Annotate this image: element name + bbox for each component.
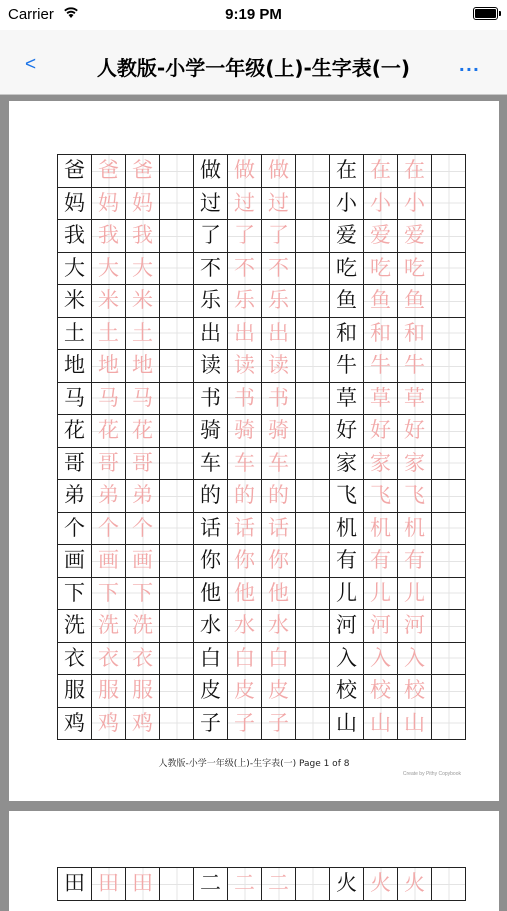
grid-row (58, 480, 466, 513)
model-character: 了 (194, 220, 228, 253)
practice-cell (296, 415, 330, 448)
practice-cell (160, 317, 194, 350)
practice-cell (432, 220, 466, 253)
trace-character: 爱 (364, 220, 398, 253)
practice-cell (432, 285, 466, 318)
trace-character: 皮 (228, 675, 262, 708)
model-character: 草 (330, 382, 364, 415)
copybook-page-2[interactable] (9, 811, 499, 911)
trace-character: 下 (126, 577, 160, 610)
practice-cell (160, 642, 194, 675)
trace-character: 山 (364, 707, 398, 740)
trace-character: 鸡 (126, 707, 160, 740)
model-character: 校 (330, 675, 364, 708)
model-character: 爸 (58, 155, 92, 188)
model-character: 下 (58, 577, 92, 610)
practice-cell (296, 155, 330, 188)
status-bar (0, 0, 507, 30)
trace-character: 白 (262, 642, 296, 675)
model-character: 家 (330, 447, 364, 480)
trace-character: 二 (228, 868, 262, 901)
model-character: 子 (194, 707, 228, 740)
practice-cell (160, 545, 194, 578)
practice-cell (296, 707, 330, 740)
practice-cell (160, 868, 194, 901)
practice-cell (296, 447, 330, 480)
model-character: 画 (58, 545, 92, 578)
practice-cell (432, 512, 466, 545)
grid-row (58, 285, 466, 318)
trace-character: 田 (92, 868, 126, 901)
trace-character: 地 (126, 350, 160, 383)
model-character: 火 (330, 868, 364, 901)
model-character: 你 (194, 545, 228, 578)
trace-character: 的 (228, 480, 262, 513)
carrier-label: Carrier (8, 6, 54, 23)
trace-character: 画 (126, 545, 160, 578)
practice-cell (160, 155, 194, 188)
trace-character: 话 (262, 512, 296, 545)
practice-cell (160, 675, 194, 708)
practice-cell (296, 642, 330, 675)
copybook-page-1[interactable] (9, 101, 499, 801)
trace-character: 有 (398, 545, 432, 578)
practice-cell (432, 577, 466, 610)
model-character: 做 (194, 155, 228, 188)
model-character: 在 (330, 155, 364, 188)
trace-character: 话 (228, 512, 262, 545)
trace-character: 洗 (126, 610, 160, 643)
model-character: 牛 (330, 350, 364, 383)
model-character: 洗 (58, 610, 92, 643)
character-grid (57, 867, 466, 901)
practice-cell (432, 868, 466, 901)
trace-character: 草 (364, 382, 398, 415)
practice-cell (432, 155, 466, 188)
practice-cell (296, 577, 330, 610)
model-character: 马 (58, 382, 92, 415)
trace-character: 我 (92, 220, 126, 253)
trace-character: 弟 (126, 480, 160, 513)
model-character: 出 (194, 317, 228, 350)
model-character: 乐 (194, 285, 228, 318)
trace-character: 家 (398, 447, 432, 480)
grid-row (58, 220, 466, 253)
model-character: 过 (194, 187, 228, 220)
trace-character: 入 (398, 642, 432, 675)
trace-character: 飞 (364, 480, 398, 513)
model-character: 妈 (58, 187, 92, 220)
trace-character: 河 (398, 610, 432, 643)
grid-row (58, 707, 466, 740)
trace-character: 了 (262, 220, 296, 253)
practice-cell (432, 447, 466, 480)
trace-character: 牛 (398, 350, 432, 383)
model-character: 土 (58, 317, 92, 350)
trace-character: 车 (262, 447, 296, 480)
model-character: 的 (194, 480, 228, 513)
trace-character: 读 (262, 350, 296, 383)
trace-character: 大 (92, 252, 126, 285)
trace-character: 飞 (398, 480, 432, 513)
model-character: 不 (194, 252, 228, 285)
trace-character: 入 (364, 642, 398, 675)
model-character: 有 (330, 545, 364, 578)
practice-cell (160, 480, 194, 513)
trace-character: 米 (126, 285, 160, 318)
practice-cell (160, 187, 194, 220)
trace-character: 爱 (398, 220, 432, 253)
practice-cell (432, 675, 466, 708)
grid-row (58, 382, 466, 415)
model-character: 田 (58, 868, 92, 901)
practice-cell (160, 512, 194, 545)
model-character: 个 (58, 512, 92, 545)
grid-row (58, 577, 466, 610)
model-character: 山 (330, 707, 364, 740)
grid-row (58, 155, 466, 188)
practice-cell (160, 252, 194, 285)
grid-row (58, 187, 466, 220)
trace-character: 子 (262, 707, 296, 740)
grid-row (58, 317, 466, 350)
trace-character: 米 (92, 285, 126, 318)
model-character: 白 (194, 642, 228, 675)
trace-character: 书 (262, 382, 296, 415)
practice-cell (432, 480, 466, 513)
trace-character: 弟 (92, 480, 126, 513)
model-character: 米 (58, 285, 92, 318)
trace-character: 皮 (262, 675, 296, 708)
practice-cell (296, 317, 330, 350)
trace-character: 校 (364, 675, 398, 708)
navigation-bar (0, 30, 507, 95)
trace-character: 你 (228, 545, 262, 578)
practice-cell (160, 285, 194, 318)
page-title: 人教版-小学一年级(上)-生字表(一) (96, 56, 411, 80)
trace-character: 在 (364, 155, 398, 188)
practice-cell (432, 545, 466, 578)
trace-character: 个 (126, 512, 160, 545)
model-character: 书 (194, 382, 228, 415)
trace-character: 了 (228, 220, 262, 253)
trace-character: 哥 (126, 447, 160, 480)
practice-cell (296, 187, 330, 220)
trace-character: 妈 (92, 187, 126, 220)
practice-cell (296, 545, 330, 578)
trace-character: 好 (398, 415, 432, 448)
trace-character: 哥 (92, 447, 126, 480)
grid-row (58, 415, 466, 448)
trace-character: 吃 (398, 252, 432, 285)
trace-character: 地 (92, 350, 126, 383)
trace-character: 我 (126, 220, 160, 253)
practice-cell (160, 220, 194, 253)
trace-character: 田 (126, 868, 160, 901)
model-character: 好 (330, 415, 364, 448)
trace-character: 水 (228, 610, 262, 643)
trace-character: 乐 (228, 285, 262, 318)
practice-cell (160, 610, 194, 643)
trace-character: 过 (228, 187, 262, 220)
trace-character: 妈 (126, 187, 160, 220)
trace-character: 山 (398, 707, 432, 740)
trace-character: 和 (364, 317, 398, 350)
practice-cell (160, 350, 194, 383)
model-character: 和 (330, 317, 364, 350)
model-character: 哥 (58, 447, 92, 480)
trace-character: 小 (364, 187, 398, 220)
trace-character: 不 (262, 252, 296, 285)
trace-character: 机 (364, 512, 398, 545)
trace-character: 服 (92, 675, 126, 708)
practice-cell (296, 350, 330, 383)
grid-row (58, 675, 466, 708)
clock: 9:19 PM (225, 6, 282, 23)
trace-character: 火 (364, 868, 398, 901)
battery-icon (473, 7, 498, 20)
trace-character: 车 (228, 447, 262, 480)
trace-character: 读 (228, 350, 262, 383)
practice-cell (296, 285, 330, 318)
practice-cell (296, 610, 330, 643)
grid-row (58, 642, 466, 675)
grid-row (58, 868, 466, 901)
trace-character: 鱼 (364, 285, 398, 318)
model-character: 河 (330, 610, 364, 643)
practice-cell (160, 707, 194, 740)
practice-cell (160, 415, 194, 448)
practice-cell (432, 382, 466, 415)
trace-character: 你 (262, 545, 296, 578)
trace-character: 出 (228, 317, 262, 350)
trace-character: 爸 (92, 155, 126, 188)
trace-character: 骑 (228, 415, 262, 448)
trace-character: 不 (228, 252, 262, 285)
trace-character: 火 (398, 868, 432, 901)
grid-row (58, 252, 466, 285)
model-character: 鸡 (58, 707, 92, 740)
trace-character: 儿 (398, 577, 432, 610)
practice-cell (296, 868, 330, 901)
practice-cell (432, 317, 466, 350)
model-character: 地 (58, 350, 92, 383)
trace-character: 洗 (92, 610, 126, 643)
trace-character: 草 (398, 382, 432, 415)
practice-cell (432, 187, 466, 220)
model-character: 鱼 (330, 285, 364, 318)
practice-cell (160, 577, 194, 610)
model-character: 服 (58, 675, 92, 708)
trace-character: 马 (92, 382, 126, 415)
trace-character: 花 (92, 415, 126, 448)
practice-cell (432, 642, 466, 675)
trace-character: 在 (398, 155, 432, 188)
model-character: 车 (194, 447, 228, 480)
practice-cell (296, 480, 330, 513)
trace-character: 机 (398, 512, 432, 545)
trace-character: 出 (262, 317, 296, 350)
trace-character: 骑 (262, 415, 296, 448)
trace-character: 河 (364, 610, 398, 643)
trace-character: 家 (364, 447, 398, 480)
model-character: 飞 (330, 480, 364, 513)
trace-character: 他 (228, 577, 262, 610)
credit-label: Create by Pithy Copybook (402, 771, 461, 777)
trace-character: 下 (92, 577, 126, 610)
model-character: 骑 (194, 415, 228, 448)
model-character: 话 (194, 512, 228, 545)
model-character: 我 (58, 220, 92, 253)
model-character: 儿 (330, 577, 364, 610)
page-footer: 人教版-小学一年级(上)-生字表(一) Page 1 of 8 (158, 759, 350, 769)
trace-character: 花 (126, 415, 160, 448)
model-character: 大 (58, 252, 92, 285)
grid-row (58, 447, 466, 480)
practice-cell (432, 610, 466, 643)
trace-character: 吃 (364, 252, 398, 285)
trace-character: 服 (126, 675, 160, 708)
trace-character: 二 (262, 868, 296, 901)
trace-character: 校 (398, 675, 432, 708)
model-character: 衣 (58, 642, 92, 675)
trace-character: 衣 (92, 642, 126, 675)
trace-character: 子 (228, 707, 262, 740)
practice-cell (296, 252, 330, 285)
practice-cell (296, 675, 330, 708)
trace-character: 的 (262, 480, 296, 513)
trace-character: 做 (262, 155, 296, 188)
trace-character: 有 (364, 545, 398, 578)
trace-character: 大 (126, 252, 160, 285)
trace-character: 土 (92, 317, 126, 350)
grid-row (58, 610, 466, 643)
practice-cell (432, 252, 466, 285)
model-character: 吃 (330, 252, 364, 285)
trace-character: 白 (228, 642, 262, 675)
model-character: 爱 (330, 220, 364, 253)
model-character: 他 (194, 577, 228, 610)
model-character: 皮 (194, 675, 228, 708)
trace-character: 做 (228, 155, 262, 188)
character-grid (57, 154, 466, 740)
trace-character: 书 (228, 382, 262, 415)
trace-character: 他 (262, 577, 296, 610)
trace-character: 衣 (126, 642, 160, 675)
practice-cell (432, 415, 466, 448)
trace-character: 好 (364, 415, 398, 448)
trace-character: 过 (262, 187, 296, 220)
trace-character: 牛 (364, 350, 398, 383)
practice-cell (296, 512, 330, 545)
trace-character: 个 (92, 512, 126, 545)
more-options-button[interactable]: ... (458, 56, 480, 75)
back-button[interactable]: < (25, 54, 37, 75)
trace-character: 土 (126, 317, 160, 350)
practice-cell (432, 707, 466, 740)
trace-character: 乐 (262, 285, 296, 318)
model-character: 小 (330, 187, 364, 220)
model-character: 花 (58, 415, 92, 448)
model-character: 入 (330, 642, 364, 675)
trace-character: 儿 (364, 577, 398, 610)
trace-character: 马 (126, 382, 160, 415)
grid-row (58, 350, 466, 383)
trace-character: 画 (92, 545, 126, 578)
model-character: 二 (194, 868, 228, 901)
practice-cell (432, 350, 466, 383)
trace-character: 鱼 (398, 285, 432, 318)
trace-character: 鸡 (92, 707, 126, 740)
practice-cell (160, 447, 194, 480)
model-character: 弟 (58, 480, 92, 513)
trace-character: 小 (398, 187, 432, 220)
trace-character: 爸 (126, 155, 160, 188)
practice-cell (160, 382, 194, 415)
grid-row (58, 545, 466, 578)
trace-character: 水 (262, 610, 296, 643)
practice-cell (296, 382, 330, 415)
model-character: 水 (194, 610, 228, 643)
practice-cell (296, 220, 330, 253)
model-character: 读 (194, 350, 228, 383)
trace-character: 和 (398, 317, 432, 350)
grid-row (58, 512, 466, 545)
model-character: 机 (330, 512, 364, 545)
